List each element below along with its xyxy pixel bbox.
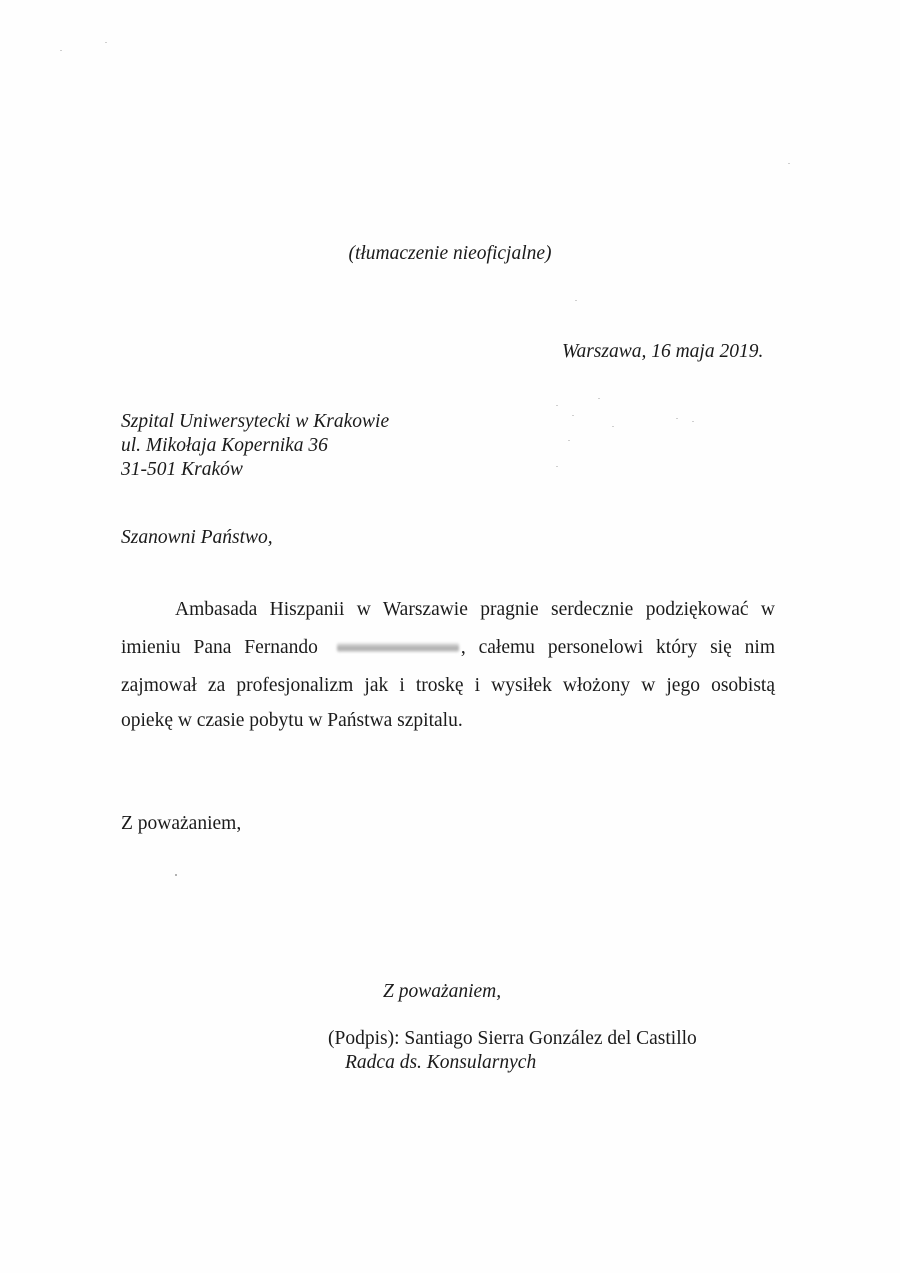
- date-line: Warszawa, 16 maja 2019.: [562, 341, 764, 362]
- closing-regards: Z poważaniem,: [121, 813, 242, 834]
- scan-speck: [598, 398, 600, 399]
- recipient-city: 31-501 Kraków: [121, 459, 243, 480]
- scan-speck: [568, 440, 570, 441]
- salutation: Szanowni Państwo,: [121, 527, 273, 548]
- scan-speck: [105, 42, 107, 43]
- body-line-1: Ambasada Hiszpanii w Warszawie pragnie serdecznie podziękować w: [175, 599, 775, 620]
- closing-regards-italic: Z poważaniem,: [383, 981, 502, 1002]
- scan-speck: [556, 405, 558, 406]
- scan-speck: [788, 163, 790, 164]
- scan-speck: [175, 874, 177, 876]
- redacted-surname: [337, 643, 459, 652]
- signature-line: (Podpis): Santiago Sierra González del Castillo: [328, 1028, 697, 1049]
- recipient-name: Szpital Uniwersytecki w Krakowie: [121, 411, 390, 432]
- body-line-2: [121, 636, 775, 660]
- scan-speck: [612, 426, 614, 427]
- signature-role: Radca ds. Konsularnych: [345, 1052, 537, 1073]
- scan-speck: [692, 421, 694, 422]
- scan-speck: [676, 418, 678, 419]
- body-line-2-start: imieniu Pana Fernando: [121, 637, 318, 658]
- body-line-2-end: , całemu personelowi który się nim: [460, 637, 775, 658]
- scan-speck: [575, 300, 577, 301]
- body-line-3: zajmował za profesjonalizm jak i troskę i wysiłek włożony w jego osobistą: [121, 675, 775, 696]
- recipient-street: ul. Mikołaja Kopernika 36: [121, 435, 328, 456]
- translation-note: (tłumaczenie nieoficjalne): [348, 243, 552, 264]
- scan-speck: [60, 50, 62, 51]
- body-line-4: opiekę w czasie pobytu w Państwa szpitalu.: [121, 710, 463, 731]
- scan-speck: [556, 466, 558, 467]
- scan-speck: [572, 415, 574, 416]
